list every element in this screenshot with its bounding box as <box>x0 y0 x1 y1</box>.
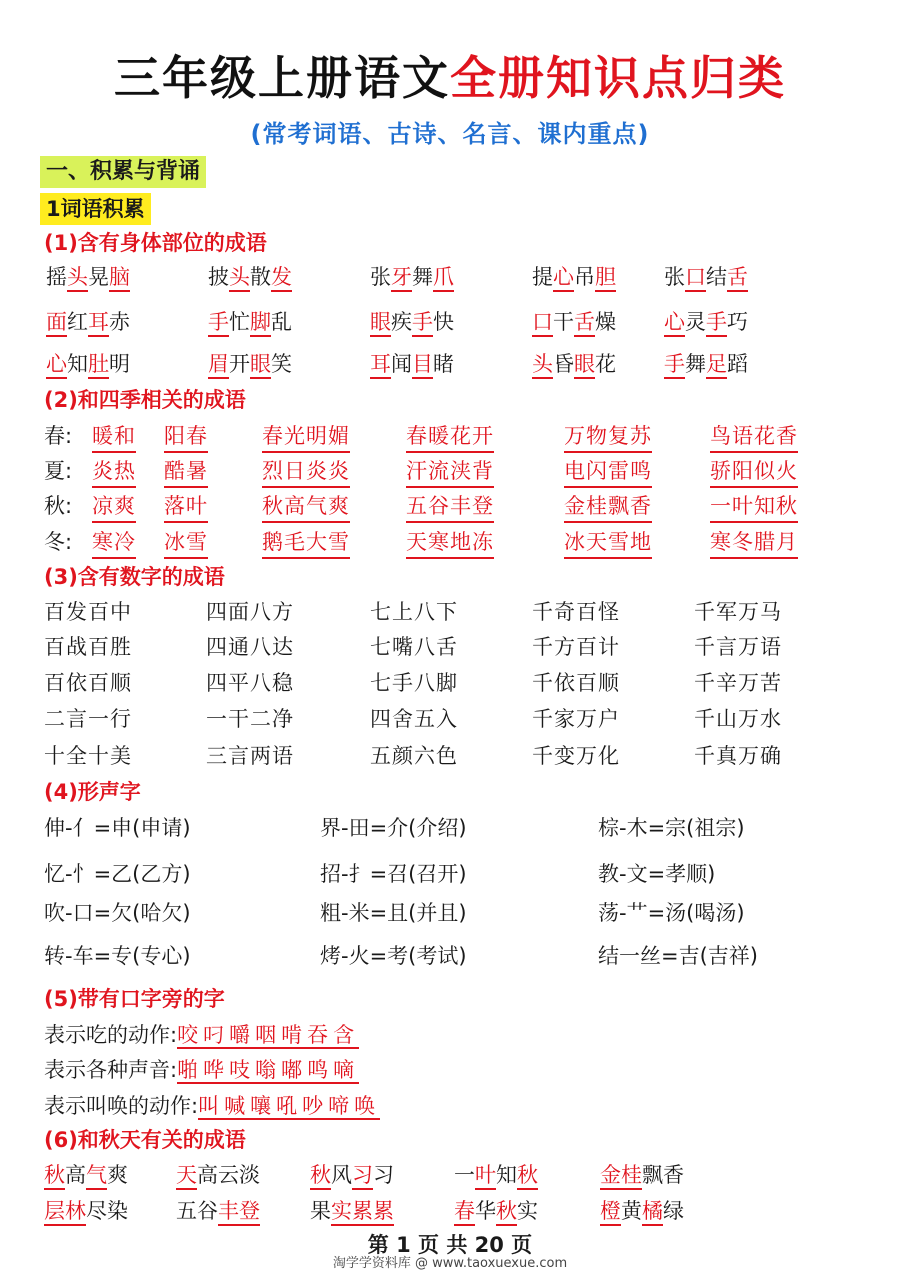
idiom-char: 叶 <box>475 1163 496 1190</box>
idiom-char: 风 <box>331 1163 352 1187</box>
idiom-char: 舞 <box>412 265 433 289</box>
season-idiom: 鸟语花香 <box>710 421 798 453</box>
page-title <box>0 48 900 108</box>
idiom-char: 尽染 <box>86 1199 128 1223</box>
idiom-char: 披 <box>208 265 229 289</box>
idiom-char: 忙 <box>229 310 250 334</box>
idiom-char: 头 <box>229 265 250 292</box>
phonetic-item: 棕-木=宗(祖宗) <box>598 816 745 840</box>
phonetic-item: 忆-忄=乙(乙方) <box>44 862 191 886</box>
idiom-char: 黄 <box>621 1199 642 1223</box>
autumn-idiom <box>44 1160 128 1190</box>
idiom-char: 知 <box>496 1163 517 1187</box>
autumn-idiom <box>176 1196 260 1226</box>
idiom-char: 肚 <box>88 352 109 379</box>
number-idiom: 二言一行 <box>44 707 132 731</box>
season-idiom: 五谷丰登 <box>406 491 494 523</box>
idiom-char: 秋 <box>496 1199 517 1226</box>
idiom-char: 提 <box>532 265 553 289</box>
number-idiom: 千奇百怪 <box>532 600 620 624</box>
season-idiom: 秋高气爽 <box>262 491 350 523</box>
idiom-char: 丰登 <box>218 1199 260 1226</box>
idiom-char: 结 <box>706 265 727 289</box>
season-idiom: 金桂飘香 <box>564 491 652 523</box>
number-idiom: 一干二净 <box>206 707 294 731</box>
idiom-char: 华 <box>475 1199 496 1223</box>
autumn-idiom <box>600 1196 684 1226</box>
idiom-char: 爪 <box>433 265 454 292</box>
heading-mouth: (5)带有口字旁的字 <box>44 987 225 1011</box>
number-idiom: 七手八脚 <box>370 671 458 695</box>
idiom-char: 巧 <box>727 310 748 334</box>
autumn-idiom <box>310 1196 394 1226</box>
season-idiom: 凉爽 <box>92 491 136 523</box>
season-idiom: 一叶知秋 <box>710 491 798 523</box>
idiom-char: 眉 <box>208 352 229 379</box>
title-red-part: 全册知识点归类 <box>450 51 786 105</box>
autumn-idiom <box>454 1196 538 1226</box>
idiom-char: 发 <box>271 265 292 292</box>
idiom-char: 疾 <box>391 310 412 334</box>
phonetic-item: 界-田=介(介绍) <box>320 816 467 840</box>
idiom-char: 头 <box>532 352 553 379</box>
idiom-item <box>46 262 130 292</box>
number-idiom: 千辛万苦 <box>694 671 782 695</box>
idiom-char: 面 <box>46 310 67 337</box>
idiom-char: 头 <box>67 265 88 292</box>
idiom-item <box>370 349 454 379</box>
season-label: 冬: <box>44 530 73 554</box>
idiom-char: 胆 <box>595 265 616 292</box>
season-label: 春: <box>44 424 73 448</box>
idiom-char: 花 <box>595 352 616 376</box>
season-idiom: 炎热 <box>92 456 136 488</box>
idiom-item <box>46 307 130 337</box>
idiom-item <box>46 349 130 379</box>
section-heading: 1词语积累 <box>40 193 151 225</box>
autumn-idiom <box>600 1160 684 1190</box>
idiom-char: 张 <box>664 265 685 289</box>
number-idiom: 千变万化 <box>532 744 620 768</box>
season-idiom: 烈日炎炎 <box>262 456 350 488</box>
season-idiom: 寒冷 <box>92 527 136 559</box>
number-idiom: 百发百中 <box>44 600 132 624</box>
phonetic-item: 粗-米=且(并且) <box>320 901 467 925</box>
mouth-label: 表示吃的动作: <box>44 1023 178 1047</box>
idiom-char: 闻 <box>391 352 412 376</box>
idiom-item <box>370 262 454 292</box>
number-idiom: 七嘴八舌 <box>370 635 458 659</box>
idiom-item <box>532 262 616 292</box>
mouth-row <box>44 1090 380 1122</box>
idiom-char: 眼 <box>574 352 595 379</box>
idiom-char: 爽 <box>107 1163 128 1187</box>
mouth-row <box>44 1054 359 1086</box>
idiom-char: 耳 <box>370 352 391 379</box>
idiom-char: 燥 <box>595 310 616 334</box>
watermark: 淘学学资料库 @ www.taoxuexue.com <box>332 1256 568 1271</box>
idiom-char: 天 <box>176 1163 197 1190</box>
idiom-char: 高云淡 <box>197 1163 260 1187</box>
number-idiom: 五颜六色 <box>370 744 458 768</box>
number-idiom: 四平八稳 <box>206 671 294 695</box>
idiom-char: 实 <box>517 1199 538 1223</box>
phonetic-item: 教-文=孝顺) <box>598 862 716 886</box>
idiom-char: 灵 <box>685 310 706 334</box>
idiom-char: 舞 <box>685 352 706 376</box>
idiom-char: 牙 <box>391 265 412 292</box>
mouth-label: 表示各种声音: <box>44 1058 178 1082</box>
idiom-item <box>664 307 748 337</box>
number-idiom: 千言万语 <box>694 635 782 659</box>
idiom-char: 脚 <box>250 310 271 337</box>
idiom-char: 高 <box>65 1163 86 1187</box>
idiom-char: 赤 <box>109 310 130 334</box>
autumn-idiom <box>310 1160 394 1190</box>
season-idiom: 落叶 <box>164 491 208 523</box>
heading-seasons: (2)和四季相关的成语 <box>44 388 246 412</box>
season-idiom: 冰天雪地 <box>564 527 652 559</box>
season-idiom: 天寒地冻 <box>406 527 494 559</box>
idiom-char: 一 <box>454 1163 475 1187</box>
idiom-char: 层林 <box>44 1199 86 1226</box>
idiom-char: 蹈 <box>727 352 748 376</box>
idiom-char: 目 <box>412 352 433 379</box>
season-idiom: 鹅毛大雪 <box>262 527 350 559</box>
idiom-char: 习 <box>373 1163 394 1187</box>
season-idiom: 万物复苏 <box>564 421 652 453</box>
number-idiom: 百战百胜 <box>44 635 132 659</box>
title-black-part: 三年级上册语文 <box>114 51 450 105</box>
idiom-char: 五谷 <box>176 1199 218 1223</box>
phonetic-item: 招-扌=召(召开) <box>320 862 467 886</box>
idiom-char: 知 <box>67 352 88 376</box>
idiom-char: 心 <box>664 310 685 337</box>
idiom-char: 心 <box>553 265 574 292</box>
season-idiom: 酷暑 <box>164 456 208 488</box>
idiom-char: 金桂 <box>600 1163 642 1190</box>
phonetic-item: 伸-亻=申(申请) <box>44 816 191 840</box>
idiom-char: 手 <box>412 310 433 337</box>
number-idiom: 千依百顺 <box>532 671 620 695</box>
idiom-char: 口 <box>532 310 553 337</box>
season-idiom: 电闪雷鸣 <box>564 456 652 488</box>
idiom-char: 秋 <box>44 1163 65 1190</box>
page-subtitle: (常考词语、古诗、名言、课内重点) <box>250 120 650 148</box>
autumn-idiom <box>454 1160 538 1190</box>
idiom-char: 橘 <box>642 1199 663 1226</box>
idiom-char: 吊 <box>574 265 595 289</box>
part-heading: 一、积累与背诵 <box>40 156 206 188</box>
season-label: 夏: <box>44 459 73 483</box>
idiom-char: 睹 <box>433 352 454 376</box>
number-idiom: 七上八下 <box>370 600 458 624</box>
number-idiom: 四通八达 <box>206 635 294 659</box>
idiom-char: 昏 <box>553 352 574 376</box>
idiom-char: 眼 <box>250 352 271 379</box>
number-idiom: 千真万确 <box>694 744 782 768</box>
idiom-char: 明 <box>109 352 130 376</box>
idiom-char: 气 <box>86 1163 107 1190</box>
number-idiom: 千家万户 <box>532 707 620 731</box>
page-number: 第 1 页 共 20 页 <box>367 1233 533 1257</box>
phonetic-item: 结一丝=吉(吉祥) <box>598 944 758 968</box>
idiom-char: 秋 <box>310 1163 331 1190</box>
phonetic-item: 烤-火=考(考试) <box>320 944 467 968</box>
idiom-char: 心 <box>46 352 67 379</box>
heading-phonetic: (4)形声字 <box>44 780 141 804</box>
number-idiom: 千山万水 <box>694 707 782 731</box>
number-idiom: 四面八方 <box>206 600 294 624</box>
idiom-char: 耳 <box>88 310 109 337</box>
heading-numbers: (3)含有数字的成语 <box>44 565 225 589</box>
idiom-char: 飘香 <box>642 1163 684 1187</box>
number-idiom: 千军万马 <box>694 600 782 624</box>
idiom-char: 乱 <box>271 310 292 334</box>
mouth-row <box>44 1019 359 1051</box>
season-idiom: 春暖花开 <box>406 421 494 453</box>
autumn-idiom <box>44 1196 128 1226</box>
idiom-char: 张 <box>370 265 391 289</box>
idiom-char: 晃 <box>88 265 109 289</box>
number-idiom: 十全十美 <box>44 744 132 768</box>
idiom-char: 舌 <box>574 310 595 337</box>
idiom-char: 春 <box>454 1199 475 1226</box>
number-idiom: 千方百计 <box>532 635 620 659</box>
heading-autumn: (6)和秋天有关的成语 <box>44 1128 246 1152</box>
idiom-char: 口 <box>685 265 706 292</box>
idiom-char: 散 <box>250 265 271 289</box>
mouth-label: 表示叫唤的动作: <box>44 1094 199 1118</box>
season-idiom: 寒冬腊月 <box>710 527 798 559</box>
idiom-char: 眼 <box>370 310 391 337</box>
idiom-char: 绿 <box>663 1199 684 1223</box>
season-idiom: 阳春 <box>164 421 208 453</box>
idiom-item <box>532 307 616 337</box>
idiom-item <box>664 262 748 292</box>
idiom-item <box>370 307 454 337</box>
phonetic-item: 荡-艹=汤(喝汤) <box>598 901 745 925</box>
idiom-char: 开 <box>229 352 250 376</box>
idiom-char: 脑 <box>109 265 130 292</box>
mouth-chars: 叫喊嚷吼吵啼唤 <box>198 1094 381 1118</box>
phonetic-item: 吹-口=欠(哈欠) <box>44 901 191 925</box>
idiom-char: 习 <box>352 1163 373 1190</box>
season-idiom: 汗流浃背 <box>406 456 494 488</box>
idiom-char: 果 <box>310 1199 331 1223</box>
idiom-item <box>208 262 292 292</box>
idiom-item <box>208 349 292 379</box>
idiom-item <box>664 349 748 379</box>
season-idiom: 冰雪 <box>164 527 208 559</box>
mouth-chars: 咬叼嚼咽啃吞含 <box>177 1023 360 1047</box>
idiom-char: 舌 <box>727 265 748 292</box>
idiom-char: 秋 <box>517 1163 538 1190</box>
idiom-char: 手 <box>664 352 685 379</box>
idiom-char: 手 <box>706 310 727 337</box>
number-idiom: 三言两语 <box>206 744 294 768</box>
season-idiom: 骄阳似火 <box>710 456 798 488</box>
number-idiom: 四舍五入 <box>370 707 458 731</box>
season-idiom: 春光明媚 <box>262 421 350 453</box>
idiom-item <box>532 349 616 379</box>
idiom-char: 橙 <box>600 1199 621 1226</box>
season-label: 秋: <box>44 494 73 518</box>
autumn-idiom <box>176 1160 260 1190</box>
number-idiom: 百依百顺 <box>44 671 132 695</box>
idiom-char: 摇 <box>46 265 67 289</box>
phonetic-item: 转-车=专(专心) <box>44 944 191 968</box>
idiom-char: 笑 <box>271 352 292 376</box>
idiom-char: 快 <box>433 310 454 334</box>
idiom-char: 实累累 <box>331 1199 394 1226</box>
mouth-chars: 啪哗吱嗡嘟鸣嘀 <box>177 1058 360 1082</box>
heading-body-parts: (1)含有身体部位的成语 <box>44 231 267 255</box>
idiom-char: 手 <box>208 310 229 337</box>
idiom-char: 红 <box>67 310 88 334</box>
idiom-item <box>208 307 292 337</box>
idiom-char: 干 <box>553 310 574 334</box>
idiom-char: 足 <box>706 352 727 379</box>
season-idiom: 暖和 <box>92 421 136 453</box>
